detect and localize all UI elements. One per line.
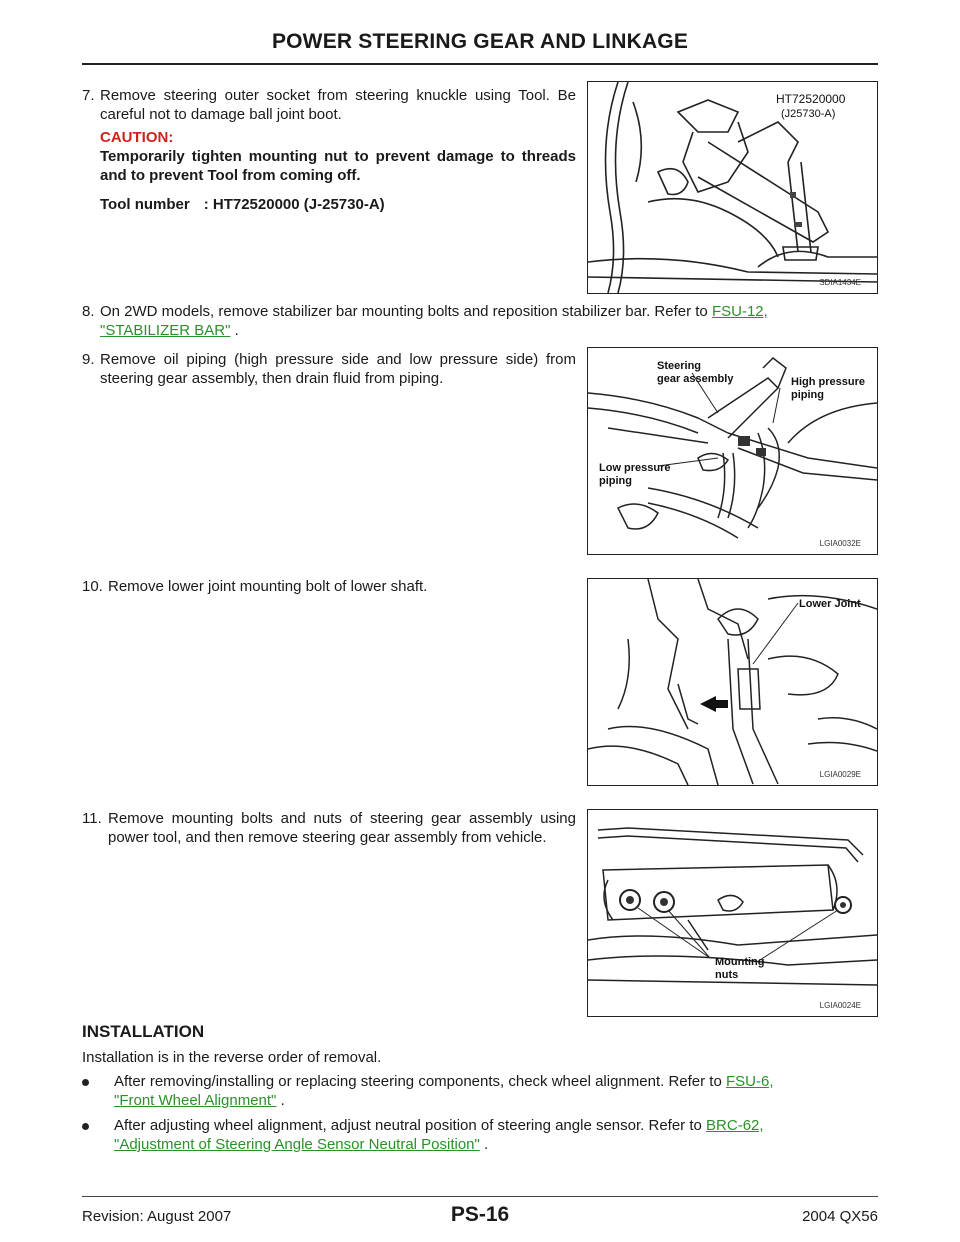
callout-line: gear assembly	[657, 373, 734, 385]
callout-high-pressure	[791, 376, 865, 402]
callout-line: piping	[599, 475, 632, 487]
bullet-suffix: .	[280, 1092, 285, 1109]
step-number: 9.	[82, 351, 95, 368]
figure-oil-piping	[587, 347, 878, 555]
step-text	[100, 302, 878, 340]
step-suffix: .	[234, 322, 239, 339]
footer-page-number: PS-16	[450, 1203, 510, 1226]
figure-ball-joint-remover	[587, 81, 878, 294]
callout-line: Mounting	[715, 956, 765, 968]
installation-intro: Installation is in the reverse order of removal.	[82, 1049, 382, 1066]
figure-code: LGIA0032E	[819, 539, 861, 548]
step-7	[82, 86, 576, 214]
callout-tool-number: HT72520000	[776, 92, 846, 106]
callout-tool-alt-number: (J25730-A)	[781, 108, 836, 120]
step-8	[82, 302, 878, 340]
footer-revision: Revision: August 2007	[82, 1208, 232, 1225]
page-title: POWER STEERING GEAR AND LINKAGE	[271, 30, 689, 53]
figure-mounting-nuts	[587, 809, 878, 1017]
mounting-nuts-illustration	[588, 810, 877, 1016]
caution-text: Temporarily tighten mounting nut to prevent damage to threads and to prevent Tool from coming off.	[100, 148, 576, 184]
step-text-body: On 2WD models, remove stabilizer bar mounting bolts and reposition stabilizer bar. Refer to	[100, 303, 708, 320]
callout-mounting-nuts	[715, 956, 764, 982]
step-number: 10.	[82, 578, 103, 595]
callout-low-pressure	[599, 462, 671, 488]
step-text: Remove steering outer socket from steering knuckle using Tool. Be careful not to damage ball joint boot.	[100, 87, 576, 123]
tool-value: : HT72520000 (J-25730-A)	[203, 196, 385, 213]
figure-code: LGIA0024E	[819, 1001, 861, 1010]
bullet-text-body: After adjusting wheel alignment, adjust neutral position of steering angle sensor. Refer to	[114, 1117, 702, 1134]
step-9	[82, 350, 576, 388]
caution-label: CAUTION:	[100, 129, 174, 146]
bullet-icon	[82, 1123, 89, 1130]
header-divider	[82, 63, 878, 65]
bullet-text	[114, 1116, 878, 1154]
bullet-suffix: .	[484, 1136, 489, 1153]
link-stabilizer-bar[interactable]: "STABILIZER BAR"	[100, 322, 231, 339]
callout-line: Steering	[657, 360, 702, 372]
callout-steering-gear	[657, 360, 733, 386]
tool-number	[100, 195, 576, 214]
callout-lower-joint: Lower Joint	[799, 598, 861, 610]
step-number: 8.	[82, 303, 95, 320]
tool-label: Tool number	[100, 196, 190, 213]
link-steering-angle-sensor[interactable]: "Adjustment of Steering Angle Sensor Neutral Position"	[114, 1136, 480, 1153]
callout-line: High pressure	[791, 376, 865, 388]
link-front-wheel-alignment[interactable]: "Front Wheel Alignment"	[114, 1092, 277, 1109]
link-fsu-12[interactable]: FSU-12,	[711, 303, 768, 320]
step-text: Remove lower joint mounting bolt of lower shaft.	[108, 578, 428, 595]
callout-line: nuts	[715, 969, 739, 981]
step-number: 7.	[82, 87, 95, 104]
link-brc-62[interactable]: BRC-62,	[706, 1117, 764, 1134]
step-11	[82, 809, 576, 847]
footer-divider	[82, 1196, 878, 1197]
figure-lower-joint	[587, 578, 878, 786]
footer-model: 2004 QX56	[802, 1208, 878, 1225]
link-fsu-6[interactable]: FSU-6,	[725, 1073, 774, 1090]
step-number: 11.	[82, 810, 102, 827]
installation-bullet-1	[82, 1072, 878, 1110]
section-title-installation: INSTALLATION	[82, 1022, 205, 1041]
step-text: Remove oil piping (high pressure side and low pressure side) from steering gear assembly, then drain fluid from piping.	[100, 351, 576, 387]
step-10	[82, 577, 576, 596]
bullet-text	[114, 1072, 878, 1110]
callout-line: piping	[791, 389, 824, 401]
step-text: Remove mounting bolts and nuts of steering gear assembly using power tool, and then remove steering gear assembly from vehicle.	[108, 810, 576, 846]
bullet-icon	[82, 1079, 89, 1086]
figure-code: SDIA1434E	[819, 278, 861, 287]
figure-code: LGIA0029E	[819, 770, 861, 779]
callout-line: Low pressure	[599, 462, 671, 474]
bullet-text-body: After removing/installing or replacing steering components, check wheel alignment. Refer to	[114, 1073, 722, 1090]
installation-bullet-2	[82, 1116, 878, 1154]
